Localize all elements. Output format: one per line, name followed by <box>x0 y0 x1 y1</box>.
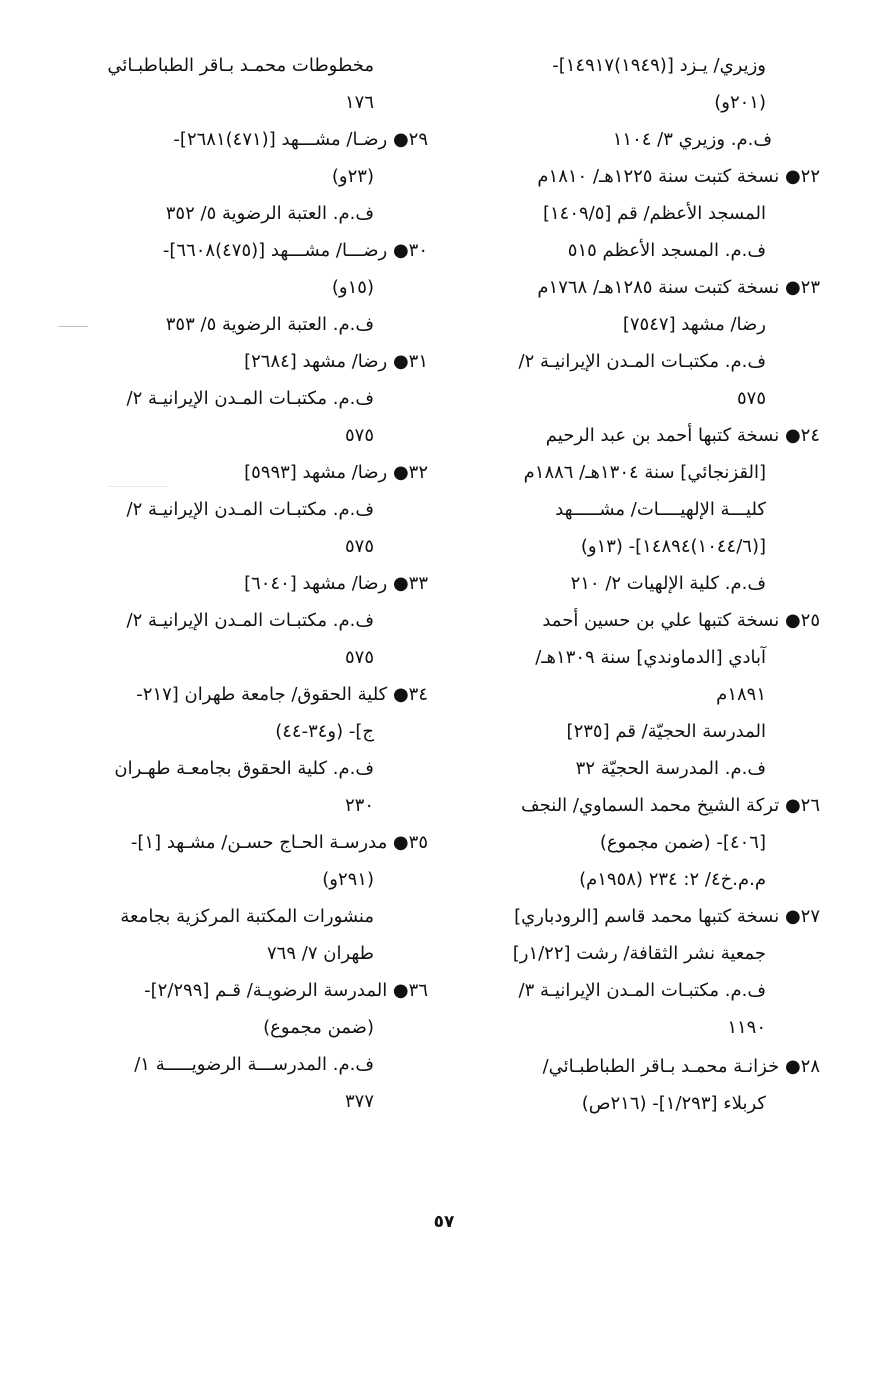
page-number: ٥٧ <box>433 1212 455 1232</box>
entry-heading-31: ٣١● رضا/ مشهد [٢٦٨٤] <box>244 351 428 372</box>
text-line: ٣٧٧ <box>344 1091 374 1112</box>
text-line: آبادي [الدماوندي] سنة ١٣٠٩هـ/ <box>535 647 766 668</box>
text-line: ١١٩٠ <box>727 1017 766 1038</box>
scan-artifact <box>108 486 168 487</box>
entry-heading-33: ٣٣● رضا/ مشهد [٦٠٤٠] <box>244 573 428 594</box>
text-line: ٥٧٥ <box>344 647 374 668</box>
text-line: ف.م. كلية الحقوق بجامعـة طهـران <box>114 758 374 779</box>
entry-heading-26: ٢٦● تركة الشيخ محمد السماوي/ النجف <box>521 795 820 816</box>
text-line: كليـــة الإلهيــــات/ مشـــــهد <box>555 499 766 520</box>
text-line: مخطوطات محمـد بـاقر الطباطبـائي <box>107 55 374 76</box>
text-line: ٥٧٥ <box>736 388 766 409</box>
text-line: ٢٣٠ <box>344 795 374 816</box>
text-line: (٢٠١و) <box>714 92 766 113</box>
text-line: ف.م. المدرســـة الرضويـــــة ١/ <box>134 1054 374 1075</box>
text-line: المدرسة الحجيّة/ قم [٢٣٥] <box>566 721 766 742</box>
text-line: ج]- (و٣٤-٤٤) <box>275 721 374 742</box>
text-line: ٥٧٥ <box>344 536 374 557</box>
text-line: [٤٠٦]- (ضمن مجموع) <box>599 832 766 853</box>
text-line: ف.م. مكتبـات المـدن الإيرانيـة ٢/ <box>126 499 374 520</box>
text-line: [(١٠٤٤/٦)١٤٨٩٤]- (١٣و) <box>580 536 766 557</box>
text-line: (١٥و) <box>331 277 374 298</box>
text-line: (٢٩١و) <box>322 869 374 890</box>
entry-heading-28: ٢٨● خزانـة محمـد بـاقر الطباطبـائي/ <box>542 1056 820 1077</box>
scan-artifact <box>58 326 88 327</box>
text-line: ١٧٦ <box>344 92 374 113</box>
entry-heading-27: ٢٧● نسخة كتبها محمد قاسم [الرودباري] <box>514 906 820 927</box>
text-line: ٥٧٥ <box>344 425 374 446</box>
text-line: (٢٣و) <box>331 166 374 187</box>
text-line: ف.م. العتبة الرضوية ٥/ ٣٥٢ <box>165 203 374 224</box>
text-line: كربلاء [١/٢٩٣]- (٢١٦ص) <box>581 1093 766 1114</box>
text-line: ف.م. المدرسة الحجيّة ٣٢ <box>575 758 766 779</box>
entry-heading-22: ٢٢● نسخة كتبت سنة ١٢٢٥هـ/ ١٨١٠م <box>537 166 820 187</box>
text-line: ف.م. وزيري ٣/ ١١٠٤ <box>612 129 772 150</box>
text-line: طهران ٧/ ٧٦٩ <box>267 943 374 964</box>
entry-heading-30: ٣٠● رضـــا/ مشـــهد [(٤٧٥)٦٦٠٨]- <box>162 240 428 261</box>
text-line: رضا/ مشهد [٧٥٤٧] <box>622 314 766 335</box>
text-line: [القزنجائي] سنة ١٣٠٤هـ/ ١٨٨٦م <box>523 462 766 483</box>
entry-heading-32: ٣٢● رضا/ مشهد [٥٩٩٣] <box>244 462 428 483</box>
text-line: ف.م. المسجد الأعظم ٥١٥ <box>567 240 766 261</box>
entry-heading-25: ٢٥● نسخة كتبها علي بن حسين أحمد <box>542 610 820 631</box>
entry-heading-24: ٢٤● نسخة كتبها أحمد بن عبد الرحيم <box>545 425 820 446</box>
entry-heading-23: ٢٣● نسخة كتبت سنة ١٢٨٥هـ/ ١٧٦٨م <box>537 277 820 298</box>
entry-heading-35: ٣٥● مدرسـة الحـاج حسـن/ مشـهد [١]- <box>130 832 428 853</box>
text-line: وزيري/ يـزد [(١٩٤٩)١٤٩١٧]- <box>552 55 766 76</box>
text-line: ١٨٩١م <box>716 684 766 705</box>
text-line: م.م.خ٤/ ٢: ٢٣٤ (١٩٥٨م) <box>579 869 766 890</box>
text-line: ف.م. مكتبـات المـدن الإيرانيـة ٢/ <box>518 351 766 372</box>
text-line: المسجد الأعظم/ قم [١٤٠٩/٥] <box>542 203 766 224</box>
text-line: جمعية نشر الثقافة/ رشت [١/٢٢ر] <box>512 943 766 964</box>
entry-heading-36: ٣٦● المدرسة الرضويـة/ قـم [٢/٢٩٩]- <box>144 980 428 1001</box>
text-line: ف.م. كلية الإلهيات ٢/ ٢١٠ <box>570 573 766 594</box>
entry-heading-34: ٣٤● كلية الحقوق/ جامعة طهران [٢١٧- <box>136 684 428 705</box>
text-line: ف.م. مكتبـات المـدن الإيرانيـة ٢/ <box>126 388 374 409</box>
text-line: ف.م. مكتبـات المـدن الإيرانيـة ٣/ <box>518 980 766 1001</box>
entry-heading-29: ٢٩● رضـا/ مشـــهد [(٤٧١)٢٦٨١]- <box>173 129 428 150</box>
text-line: منشورات المكتبة المركزية بجامعة <box>120 906 374 927</box>
text-line: ف.م. مكتبـات المـدن الإيرانيـة ٢/ <box>126 610 374 631</box>
text-line: ف.م. العتبة الرضوية ٥/ ٣٥٣ <box>165 314 374 335</box>
text-line: (ضمن مجموع) <box>263 1017 374 1038</box>
